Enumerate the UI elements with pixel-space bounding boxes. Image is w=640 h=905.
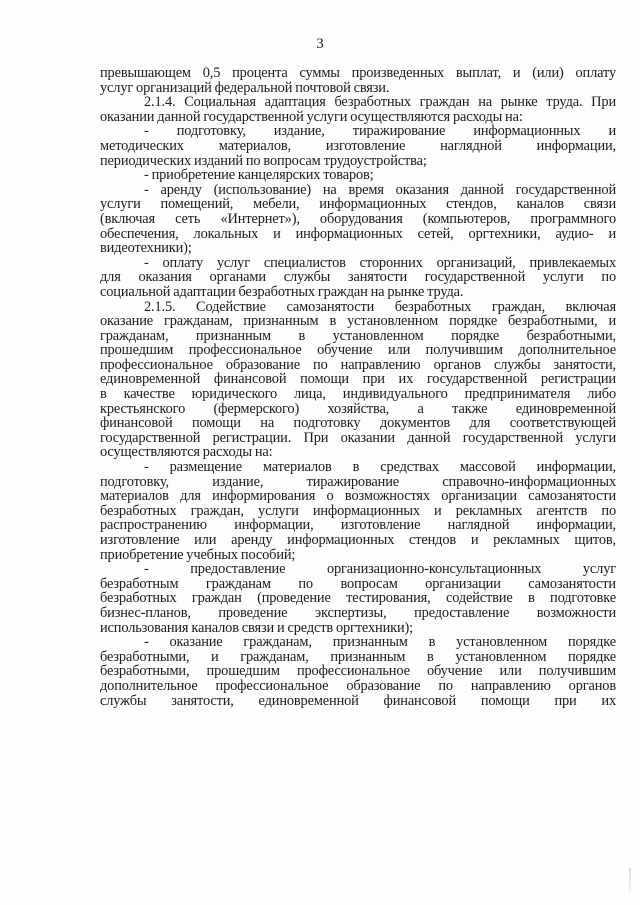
text-line: безработных граждан, услуги информационных и рекламных агентств по	[100, 502, 616, 519]
text-line: осуществляются расходы на:	[100, 444, 273, 461]
text-line: материалов для информирования о возможностях организации самозанятости	[100, 488, 616, 505]
text-line: превышающем 0,5 процента суммы произведенных выплат, и (или) оплату	[100, 65, 616, 81]
text-line: профессиональное образование по направлению органов службы занятости,	[100, 356, 616, 373]
text-line: безработными, прошедшим профессиональное обучение или получившим	[100, 663, 616, 680]
text-line: - аренду (использование) на время оказания данной государственной	[144, 181, 616, 198]
text-line: распространению информации, изготовление наглядной информации,	[100, 517, 616, 534]
text-line: в качестве юридического лица, индивидуального предпринимателя либо	[100, 386, 616, 403]
text-line: - оказание гражданам, признанным в установленном порядке	[144, 634, 616, 651]
text-line: прошедшим профессиональное обучение или получившим дополнительное	[100, 342, 616, 359]
text-line: службы занятости, единовременной финансовой помощи при их	[100, 692, 616, 709]
text-line: обеспечения, локальных и информационных сетей, оргтехники, аудио- и	[100, 225, 616, 242]
text-line: единовременной финансовой помощи при их государственной регистрации	[100, 371, 616, 388]
text-line: безработными, и гражданам, признанным в установленном порядке	[100, 648, 616, 665]
text-line: подготовку, издание, тиражирование справочно-информационных	[100, 473, 616, 490]
text-line: услуг организаций федеральной почтовой связи.	[100, 79, 390, 96]
text-line: социальной адаптации безработных граждан на рынке труда.	[100, 283, 464, 300]
text-line: безработным гражданам по вопросам организации самозанятости	[100, 575, 616, 592]
text-line: 2.1.4. Социальная адаптация безработных граждан на рынке труда. При	[144, 94, 616, 111]
document-body	[100, 66, 616, 708]
text-line: - размещение материалов в средствах массовой информации,	[144, 459, 616, 476]
text-line: видеотехники);	[100, 240, 192, 257]
text-line: периодических изданий по вопросам трудоустройства;	[100, 152, 427, 169]
text-line: для оказания органами службы занятости государственной услуги по	[100, 269, 616, 286]
text-line: (включая сеть «Интернет»), оборудования (компьютеров, программного	[100, 210, 616, 227]
text-line: бизнес-планов, проведение экспертизы, предоставление возможности	[100, 604, 616, 621]
text-line: безработных граждан (проведение тестирования, содействие в подготовке	[100, 590, 616, 607]
text-line: государственной регистрации. При оказании данной государственной услуги	[100, 429, 616, 446]
text-line: финансовой помощи на подготовку документов для соответствующей	[100, 415, 616, 432]
text-line: - приобретение канцелярских товаров;	[144, 167, 374, 184]
text-line: методических материалов, изготовление наглядной информации,	[100, 137, 616, 154]
text-line: - подготовку, издание, тиражирование информационных и	[144, 123, 616, 140]
text-line: использования каналов связи и средств оргтехники);	[100, 619, 414, 636]
text-line: оказании данной государственной услуги осуществляются расходы на:	[100, 108, 523, 125]
text-line: оказание гражданам, признанным в установленном порядке безработными, и	[100, 313, 616, 330]
text-line: услуги помещений, мебели, информационных стендов, каналов связи	[100, 196, 616, 213]
text-line: гражданам, признанным в установленном порядке безработными,	[100, 327, 616, 344]
page-number: 3	[316, 36, 324, 52]
text-line: приобретение учебных пособий;	[100, 546, 296, 563]
text-line: дополнительное профессиональное образование по направлению органов	[100, 677, 616, 694]
text-line: - оплату услуг специалистов сторонних организаций, привлекаемых	[144, 254, 616, 271]
text-line: крестьянского (фермерского) хозяйства, а также единовременной	[100, 400, 616, 417]
scan-artifact	[629, 868, 631, 892]
text-line: изготовление или аренду информационных стендов и рекламных щитов,	[100, 532, 616, 548]
text-line: - предоставление организационно-консультационных услуг	[144, 561, 616, 578]
text-line: 2.1.5. Содействие самозанятости безработных граждан, включая	[144, 298, 616, 315]
